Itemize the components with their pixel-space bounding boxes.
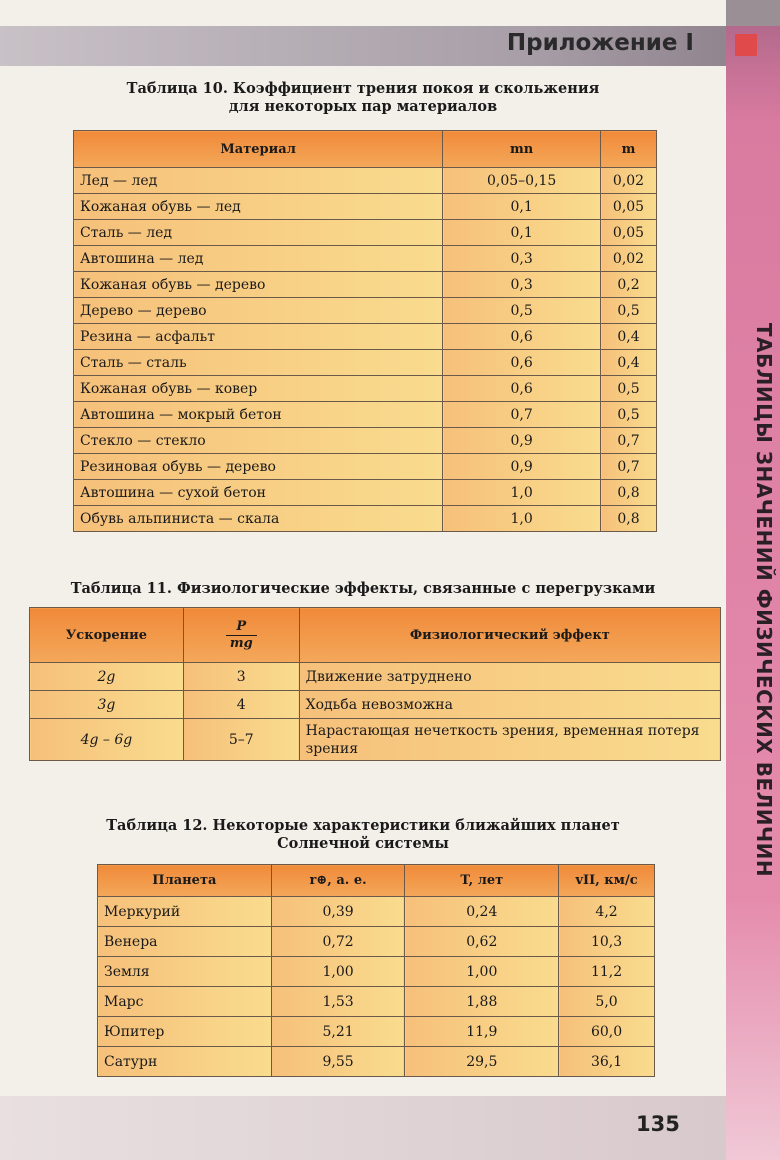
table12-header-period: T, лет <box>405 865 559 897</box>
table-cell: 60,0 <box>559 1017 655 1047</box>
table12-header-radius: r⊕, а. е. <box>271 865 405 897</box>
table-cell: Сталь — сталь <box>74 350 443 376</box>
table11-caption: Таблица 11. Физиологические эффекты, связанные с перегрузками <box>70 580 656 597</box>
table-cell: Резиновая обувь — дерево <box>74 454 443 480</box>
table-row <box>98 927 655 957</box>
table-cell: 0,7 <box>601 428 657 454</box>
table-row <box>98 897 655 927</box>
table-row <box>98 1017 655 1047</box>
table-row <box>74 168 657 194</box>
table-cell: 0,9 <box>443 454 601 480</box>
table12-caption-line1: Таблица 12. Некоторые характеристики ближайших планет <box>106 817 620 834</box>
table-cell: 0,1 <box>443 194 601 220</box>
table12-planets <box>97 864 655 1077</box>
table-row <box>30 663 721 691</box>
table-cell: Лед — лед <box>74 168 443 194</box>
table-cell: Меркурий <box>98 897 272 927</box>
table-cell: 0,5 <box>601 402 657 428</box>
table-cell: 0,4 <box>601 324 657 350</box>
table-cell: 0,72 <box>271 927 405 957</box>
table-cell: Автошина — лед <box>74 246 443 272</box>
table-cell: 1,00 <box>405 957 559 987</box>
table-cell: Резина — асфальт <box>74 324 443 350</box>
table-cell: 36,1 <box>559 1047 655 1077</box>
table-cell: Нарастающая нечеткость зрения, временная потеря зрения <box>299 719 720 761</box>
table-cell: Кожаная обувь — дерево <box>74 272 443 298</box>
ratio-denominator: mg <box>229 635 253 651</box>
table-cell: 4,2 <box>559 897 655 927</box>
table-row <box>74 194 657 220</box>
table-cell: 0,39 <box>271 897 405 927</box>
table-cell: 0,02 <box>601 168 657 194</box>
table10-caption-line2: для некоторых пар материалов <box>228 98 498 115</box>
table-cell: Ходьба невозможна <box>299 691 720 719</box>
table-cell: 0,9 <box>443 428 601 454</box>
table-cell: 0,4 <box>601 350 657 376</box>
table-row <box>74 428 657 454</box>
table10-friction <box>73 130 657 532</box>
table-cell: 0,62 <box>405 927 559 957</box>
table-cell: 0,7 <box>601 454 657 480</box>
table-cell: Автошина — мокрый бетон <box>74 402 443 428</box>
table-cell: 1,53 <box>271 987 405 1017</box>
table-row <box>74 480 657 506</box>
table-cell: Сталь — лед <box>74 220 443 246</box>
table-cell: Движение затруднено <box>299 663 720 691</box>
table-cell: 5–7 <box>183 719 299 761</box>
table-cell: Автошина — сухой бетон <box>74 480 443 506</box>
table-row <box>30 719 721 761</box>
table-row <box>74 454 657 480</box>
table-row <box>30 691 721 719</box>
table-row <box>98 957 655 987</box>
table-cell: 0,24 <box>405 897 559 927</box>
table10-header-material: Материал <box>74 131 443 168</box>
table-row <box>74 350 657 376</box>
table12-header-velocity: vII, км/с <box>559 865 655 897</box>
table-cell: 0,1 <box>443 220 601 246</box>
table-row <box>74 272 657 298</box>
table-cell: 3 <box>183 663 299 691</box>
table-cell: Сатурн <box>98 1047 272 1077</box>
table-cell: Стекло — стекло <box>74 428 443 454</box>
table-cell: 0,5 <box>443 298 601 324</box>
footer-band <box>0 1096 726 1160</box>
table-row <box>74 220 657 246</box>
table-row <box>74 376 657 402</box>
table-cell: 9,55 <box>271 1047 405 1077</box>
table12-header-planet: Планета <box>98 865 272 897</box>
table-cell: 0,7 <box>443 402 601 428</box>
table-cell: 2g <box>30 663 184 691</box>
table-row <box>74 246 657 272</box>
table-cell: 1,0 <box>443 506 601 532</box>
table-cell: 1,0 <box>443 480 601 506</box>
table11-header-accel: Ускорение <box>30 608 184 663</box>
table-cell: 0,05 <box>601 194 657 220</box>
table-cell: Марс <box>98 987 272 1017</box>
table-cell: 1,00 <box>271 957 405 987</box>
table-cell: 0,05–0,15 <box>443 168 601 194</box>
table-cell: 0,6 <box>443 376 601 402</box>
table-cell: Венера <box>98 927 272 957</box>
table-cell: 0,2 <box>601 272 657 298</box>
table-row <box>98 1047 655 1077</box>
table-row <box>74 324 657 350</box>
table-row <box>74 506 657 532</box>
table-cell: Обувь альпиниста — скала <box>74 506 443 532</box>
table-cell: 0,6 <box>443 324 601 350</box>
page-number: 135 <box>636 1112 680 1136</box>
table-cell: Юпитер <box>98 1017 272 1047</box>
table12-caption-line2: Солнечной системы <box>277 835 449 852</box>
table11-header-effect: Физиологический эффект <box>299 608 720 663</box>
table-cell: 0,8 <box>601 506 657 532</box>
table-cell: 4 <box>183 691 299 719</box>
table10-header-mn: mn <box>443 131 601 168</box>
table-cell: 0,3 <box>443 272 601 298</box>
ratio-numerator: P <box>226 619 257 636</box>
table-cell: 0,5 <box>601 298 657 324</box>
side-section-title: ТАБЛИЦЫ ЗНАЧЕНИЙ ФИЗИЧЕСКИХ ВЕЛИЧИН <box>752 322 776 878</box>
table-cell: 0,8 <box>601 480 657 506</box>
table-cell: 4g – 6g <box>30 719 184 761</box>
table10-caption-line1: Таблица 10. Коэффициент трения покоя и скольжения <box>126 80 600 97</box>
table-row <box>98 987 655 1017</box>
table-cell: 0,5 <box>601 376 657 402</box>
table-cell: 0,02 <box>601 246 657 272</box>
table-cell: Дерево — дерево <box>74 298 443 324</box>
header-marker <box>735 34 757 56</box>
table-cell: 10,3 <box>559 927 655 957</box>
page-header-title: Приложение I <box>506 30 694 56</box>
table-cell: 11,9 <box>405 1017 559 1047</box>
table-cell: 0,6 <box>443 350 601 376</box>
table-cell: Земля <box>98 957 272 987</box>
table-cell: 5,21 <box>271 1017 405 1047</box>
table11-header-ratio <box>183 608 299 663</box>
table-cell: 0,05 <box>601 220 657 246</box>
table10-header-m: m <box>601 131 657 168</box>
table-cell: Кожаная обувь — ковер <box>74 376 443 402</box>
table-cell: 3g <box>30 691 184 719</box>
table-cell: 1,88 <box>405 987 559 1017</box>
table-cell: 0,3 <box>443 246 601 272</box>
table-cell: 29,5 <box>405 1047 559 1077</box>
table11-overload <box>29 607 721 761</box>
table-row <box>74 298 657 324</box>
table-cell: Кожаная обувь — лед <box>74 194 443 220</box>
table-cell: 5,0 <box>559 987 655 1017</box>
table-cell: 11,2 <box>559 957 655 987</box>
table-row <box>74 402 657 428</box>
